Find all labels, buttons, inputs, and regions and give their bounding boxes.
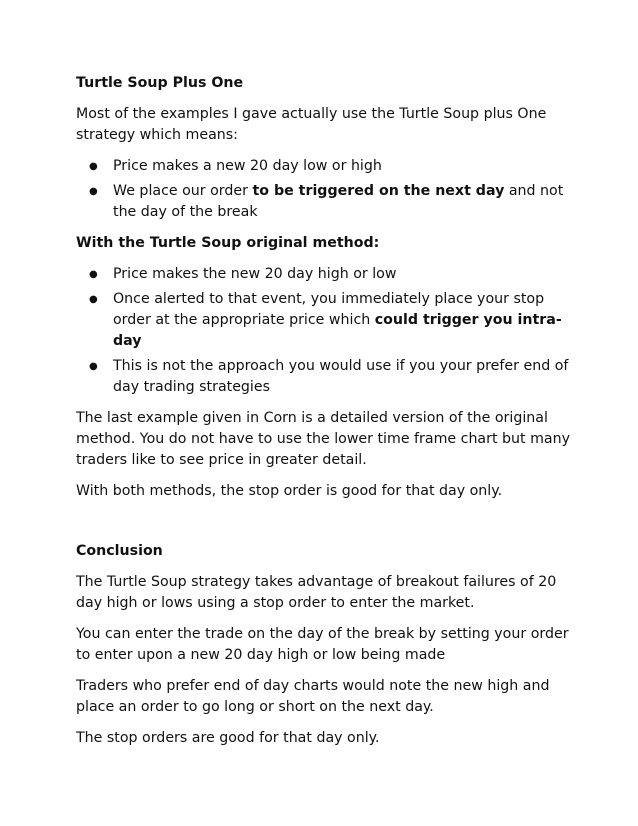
bullet-icon: ● xyxy=(89,294,98,305)
list-item xyxy=(76,289,576,352)
list-item-bold-text: to be triggered on the next day xyxy=(252,183,505,199)
document-page xyxy=(76,73,576,759)
bullet-icon: ● xyxy=(89,269,98,280)
intro-paragraph: Most of the examples I gave actually use the Turtle Soup plus One strategy which means: xyxy=(76,106,547,143)
section-heading-original-method: With the Turtle Soup original method: xyxy=(76,235,380,251)
original-method-bullet-list xyxy=(76,264,576,398)
list-item xyxy=(76,264,576,285)
list-item-text: This is not the approach you would use if you your prefer end of day trading strategies xyxy=(113,358,569,395)
section-heading-turtle-soup-plus-one: Turtle Soup Plus One xyxy=(76,75,244,91)
bullet-icon: ● xyxy=(89,186,98,197)
list-item-text: Price makes the new 20 day high or low xyxy=(113,266,397,282)
list-item-text: Once alerted to that event, you immediately place your stop order at the appropriate price which xyxy=(113,291,545,328)
list-item xyxy=(76,356,576,398)
conclusion-paragraph: The stop orders are good for that day only. xyxy=(76,730,380,746)
conclusion-paragraph: The Turtle Soup strategy takes advantage of breakout failures of 20 day high or lows using a stop order to enter the market. xyxy=(76,574,557,611)
list-item-text: We place our order xyxy=(113,183,253,199)
conclusion-paragraph: You can enter the trade on the day of the break by setting your order to enter upon a new 20 day high or low being made xyxy=(76,626,569,663)
bullet-icon: ● xyxy=(89,161,98,172)
list-item-text: and not the day of the break xyxy=(113,183,564,220)
list-item-text: Price makes a new 20 day low or high xyxy=(113,158,382,174)
corn-example-paragraph: The last example given in Corn is a detailed version of the original method. You do not have to use the lower time frame chart but many traders like to see price in greater detail. xyxy=(76,410,571,468)
list-item-bold-text: could trigger you intra-day xyxy=(113,312,562,349)
list-item xyxy=(76,181,576,223)
conclusion-paragraph: Traders who prefer end of day charts would note the new high and place an order to go long or short on the next day. xyxy=(76,678,550,715)
section-spacer xyxy=(76,512,576,541)
list-item xyxy=(76,156,576,177)
section-heading-conclusion: Conclusion xyxy=(76,543,163,559)
both-methods-paragraph: With both methods, the stop order is good for that day only. xyxy=(76,483,503,499)
bullet-icon: ● xyxy=(89,361,98,372)
plus-one-bullet-list xyxy=(76,156,576,223)
